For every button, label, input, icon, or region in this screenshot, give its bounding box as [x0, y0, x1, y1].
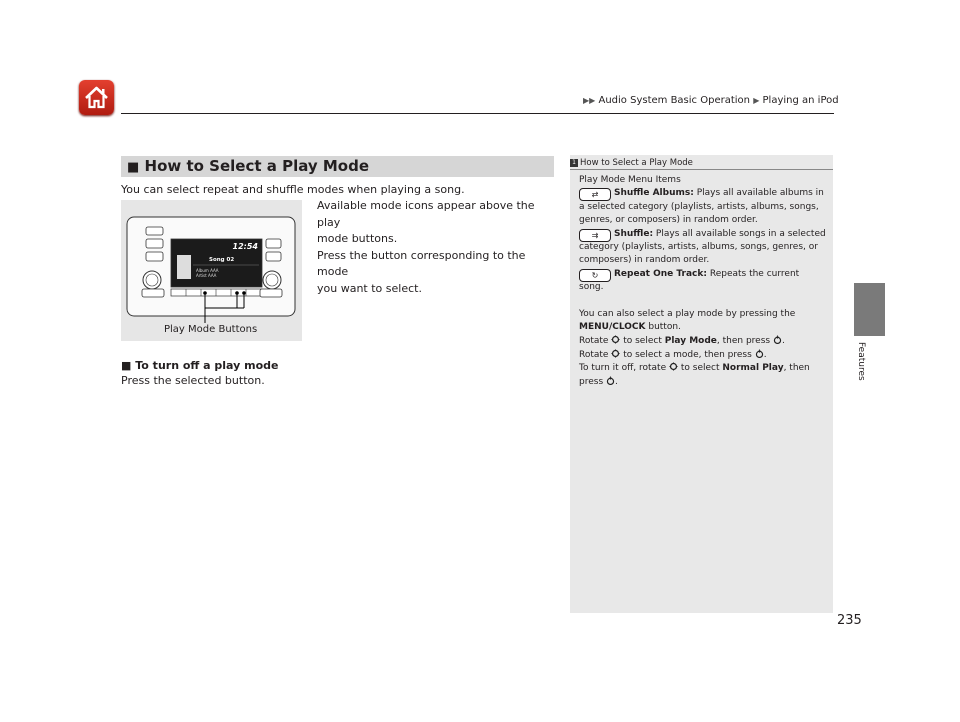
- audio-unit-figure: [121, 200, 302, 341]
- breadcrumb-arrow-icon: ▶: [753, 96, 760, 105]
- shuffle-icon: ⇉: [579, 229, 611, 242]
- sidebar-divider: [570, 169, 833, 170]
- sidebar-text: MENU/CLOCK button.: [579, 322, 681, 332]
- section-title: ■ How to Select a Play Mode: [127, 157, 370, 175]
- home-icon: [79, 80, 114, 115]
- push-knob-icon: [773, 335, 782, 344]
- section-marker-icon: ■: [127, 160, 140, 175]
- sidebar-reference: 1 How to Select a Play Mode: [570, 158, 693, 168]
- turnoff-instruction: To turn it off, rotate to select Normal Play, then: [579, 363, 810, 373]
- intro-text: You can select repeat and shuffle modes when playing a song.: [121, 183, 465, 196]
- selector-knob-icon: [611, 349, 620, 358]
- repeat-one-icon: ↻: [579, 269, 611, 282]
- figure-caption: Play Mode Buttons: [164, 324, 258, 335]
- sidebar-text: category (playlists, artists, albums, songs, genres, or: [579, 242, 818, 252]
- sidebar-text: You can also select a play mode by pressing the: [579, 309, 796, 319]
- selector-knob-icon: [611, 335, 620, 344]
- sidebar-text: a selected category (playlists, artists, albums, songs,: [579, 202, 819, 212]
- header-divider: [121, 113, 834, 114]
- shuffle-item: ⇉ Shuffle: Plays all available songs in a selected: [579, 228, 826, 242]
- chapter-label: Features: [856, 342, 866, 381]
- screen-artist: Artist AAA: [196, 273, 217, 278]
- description-text: Available mode icons appear above the play mode buttons. Press the button corresponding to the mode you want to select.: [317, 199, 535, 295]
- rotate-instruction: Rotate to select Play Mode, then press .: [579, 336, 785, 346]
- screen-album: Album AAA: [196, 268, 219, 273]
- screen-clock: 12:54: [232, 242, 258, 251]
- sidebar-text: song.: [579, 282, 604, 292]
- subsection-body: Press the selected button.: [121, 374, 265, 387]
- shuffle-albums-item: ⇄ Shuffle Albums: Plays all available albums in: [579, 187, 824, 201]
- breadcrumb: [583, 95, 839, 106]
- shuffle-albums-icon: ⇄: [579, 188, 611, 201]
- section-marker-icon: ■: [121, 359, 132, 372]
- push-knob-icon: [755, 349, 764, 358]
- breadcrumb-current[interactable]: Playing an iPod: [762, 95, 839, 106]
- chapter-tab[interactable]: [854, 283, 885, 336]
- audio-unit-illustration: [121, 200, 302, 341]
- sidebar-text: genres, or composers) in random order.: [579, 215, 758, 225]
- rotate-instruction: Rotate to select a mode, then press .: [579, 350, 767, 360]
- selector-knob-icon: [669, 362, 678, 371]
- reference-number-icon: 1: [570, 159, 578, 167]
- page-number: 235: [837, 613, 862, 628]
- sidebar-text: composers) in random order.: [579, 255, 710, 265]
- breadcrumb-arrow-icon: ▶▶: [583, 96, 596, 105]
- sidebar-heading: Play Mode Menu Items: [579, 175, 681, 185]
- subsection-heading: ■ To turn off a play mode: [121, 359, 279, 372]
- home-button[interactable]: [79, 80, 114, 115]
- turnoff-instruction: press .: [579, 377, 618, 387]
- repeat-item: ↻ Repeat One Track: Repeats the current: [579, 268, 799, 282]
- screen-song: Song 02: [209, 257, 235, 263]
- push-knob-icon: [606, 376, 615, 385]
- breadcrumb-link[interactable]: Audio System Basic Operation: [598, 95, 750, 106]
